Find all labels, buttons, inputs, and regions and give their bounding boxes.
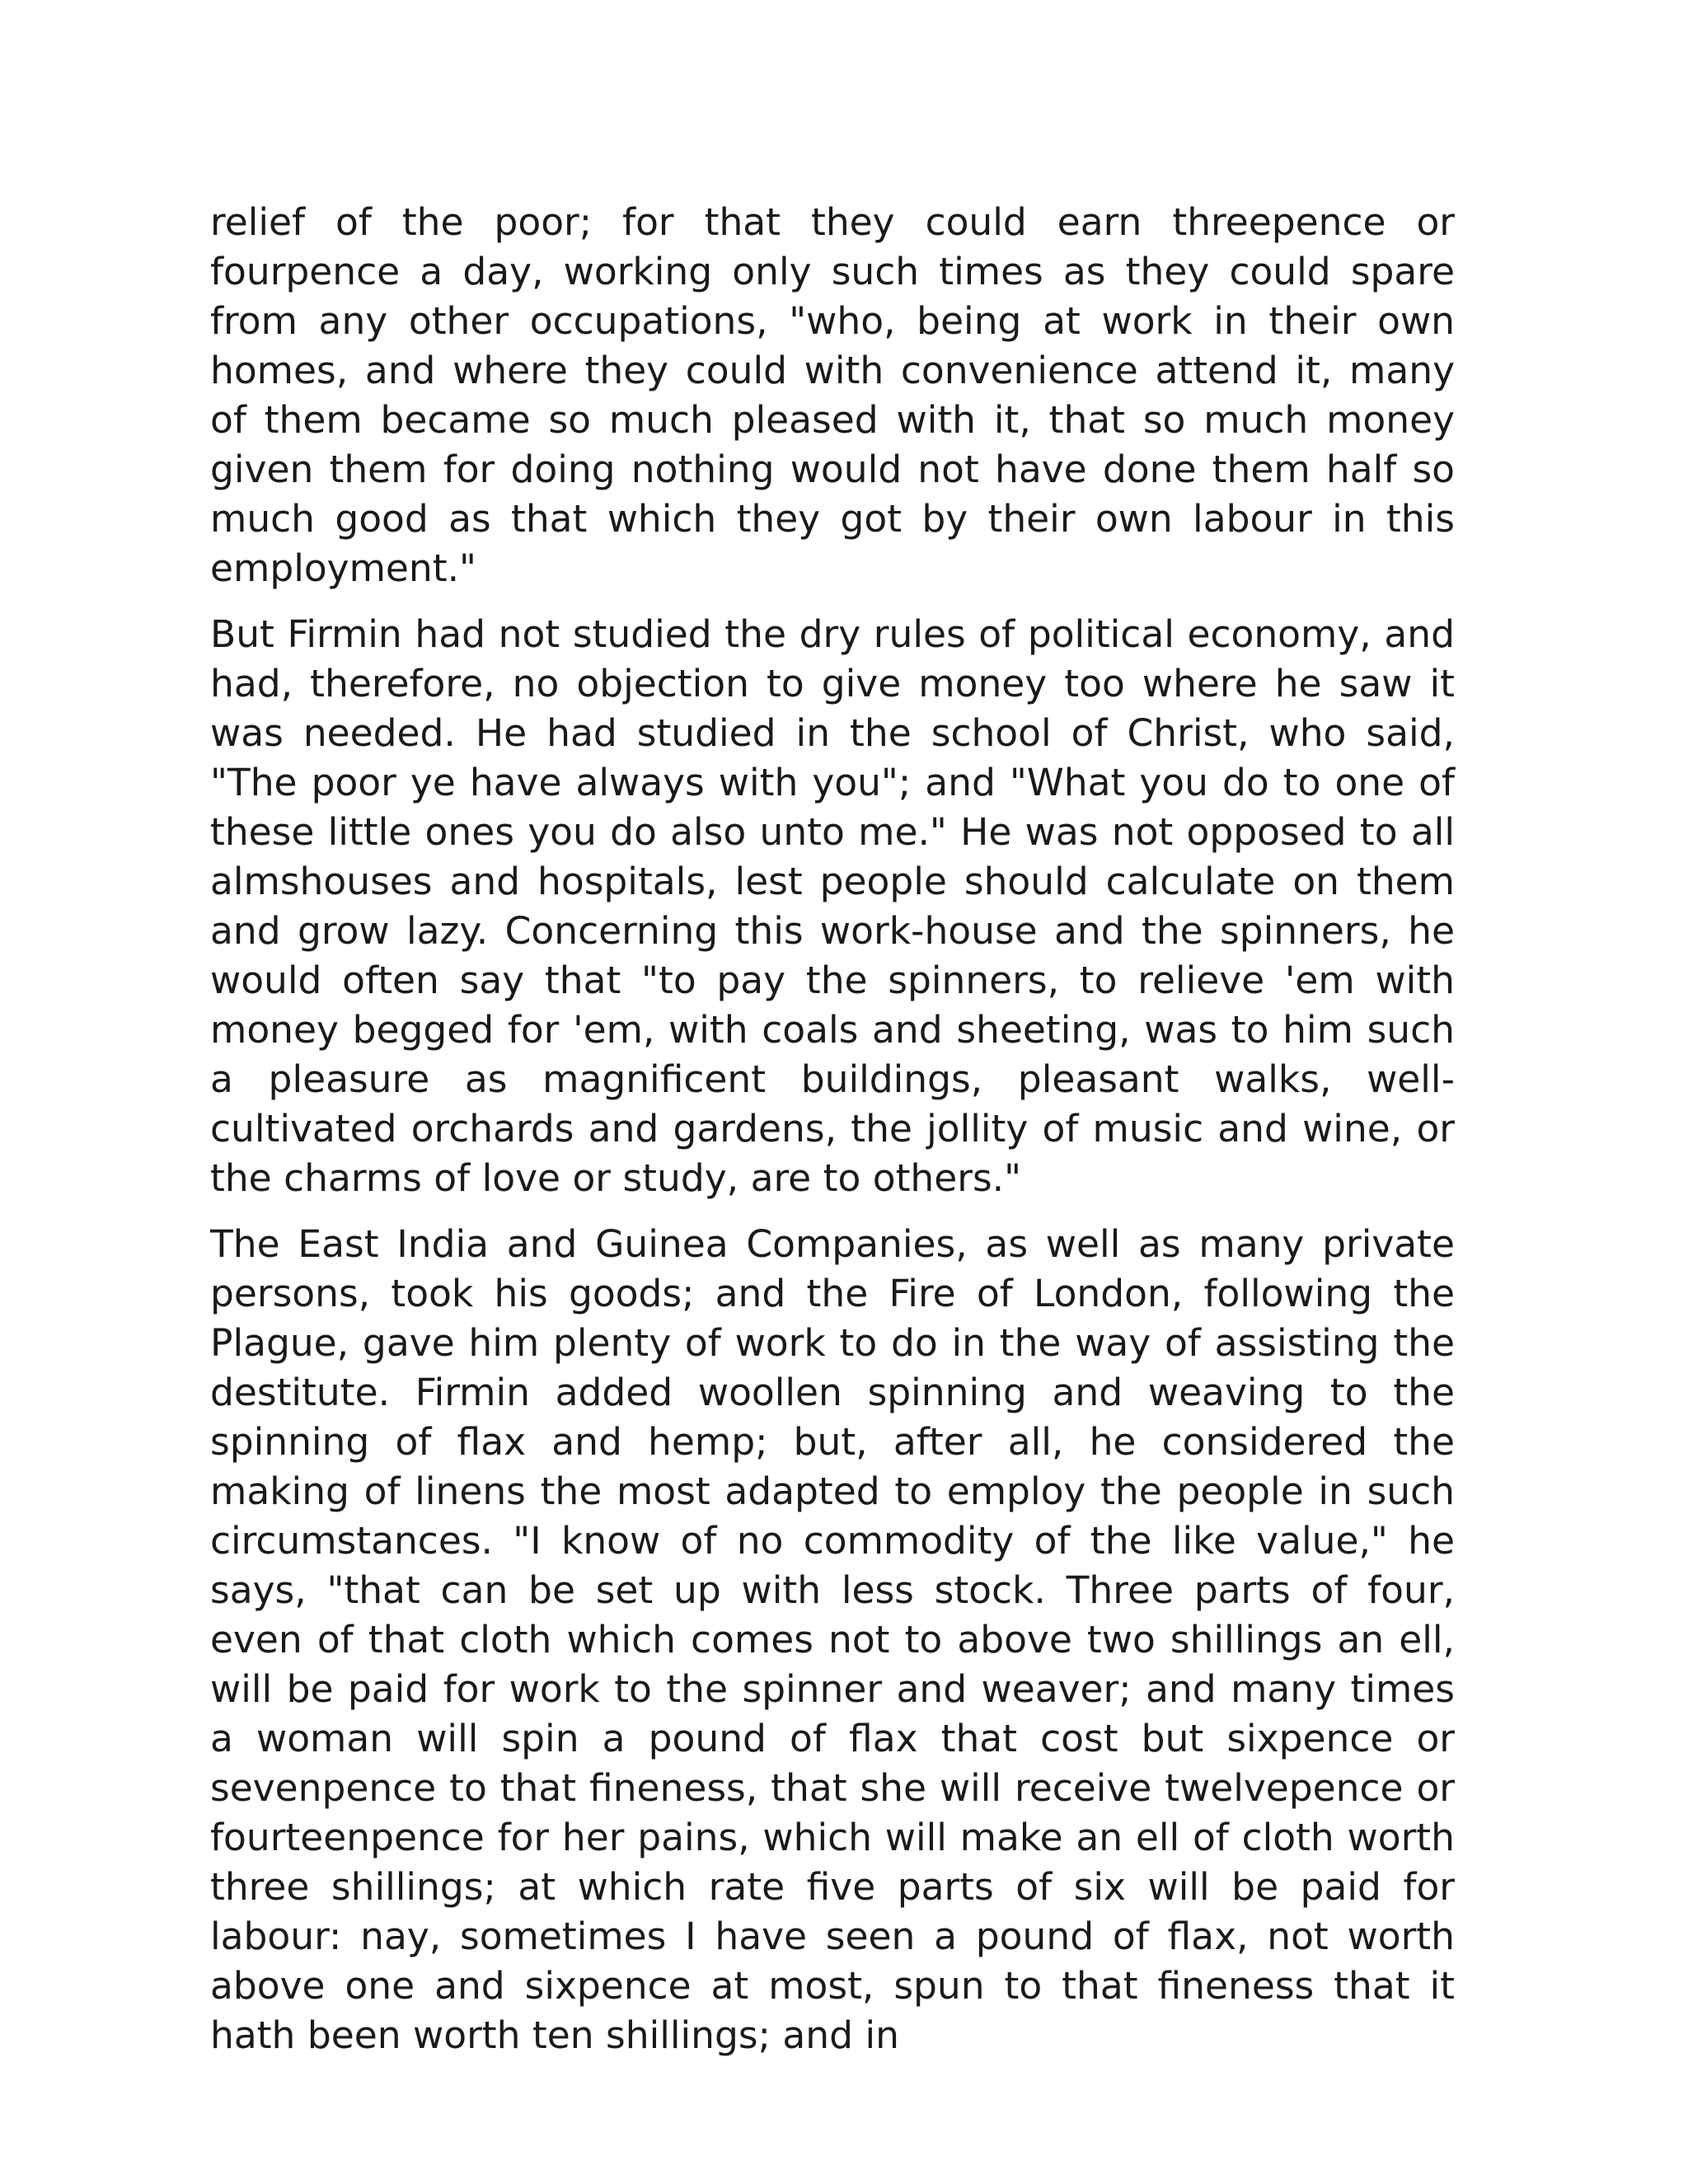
page-body [210,198,1455,2060]
paragraph-1: relief of the poor; for that they could earn threepence or fourpence a day, working only such times as they could spare from any other occupations, "who, being at work in their own homes, and where they could with convenience attend it, many of them became so much pleased with it, that so much money given them for doing nothing would not have done them half so much good as that which they got by their own labour in this employment." [210,200,1455,590]
paragraph-2: But Firmin had not studied the dry rules of political economy, and had, therefore, no objection to give money too where he saw it was needed. He had studied in the school of Christ, who said, "The poor ye have always with you"; and "What you do to one of these little ones you do also unto me." He was not opposed to all almshouses and hospitals, lest people should calculate on them and grow lazy. Concerning this work-house and the spinners, he would often say that "to pay the spinners, to relieve 'em with money begged for 'em, with coals and sheeting, was to him such a pleasure as magnificent buildings, pleasant walks, well-cultivated orchards and gardens, the jollity of music and wine, or the charms of love or study, are to others." [210,612,1455,1200]
paragraph-3: The East India and Guinea Companies, as well as many private persons, took his goods; and the Fire of London, following the Plague, gave him plenty of work to do in the way of assisting the destitute. Firmin added woollen spinning and weaving to the spinning of flax and hemp; but, after all, he considered the making of linens the most adapted to employ the people in such circumstances. "I know of no commodity of the like value," he says, "that can be set up with less stock. Three parts of four, even of that cloth which comes not to above two shillings an ell, will be paid for work to the spinner and weaver; and many times a woman will spin a pound of flax that cost but sixpence or sevenpence to that fineness, that she will receive twelvepence or fourteenpence for her pains, which will make an ell of cloth worth three shillings; at which rate five parts of six will be paid for labour: nay, sometimes I have seen a pound of flax, not worth above one and sixpence at most, spun to that fineness that it hath been worth ten shillings; and in [210,1222,1455,2057]
